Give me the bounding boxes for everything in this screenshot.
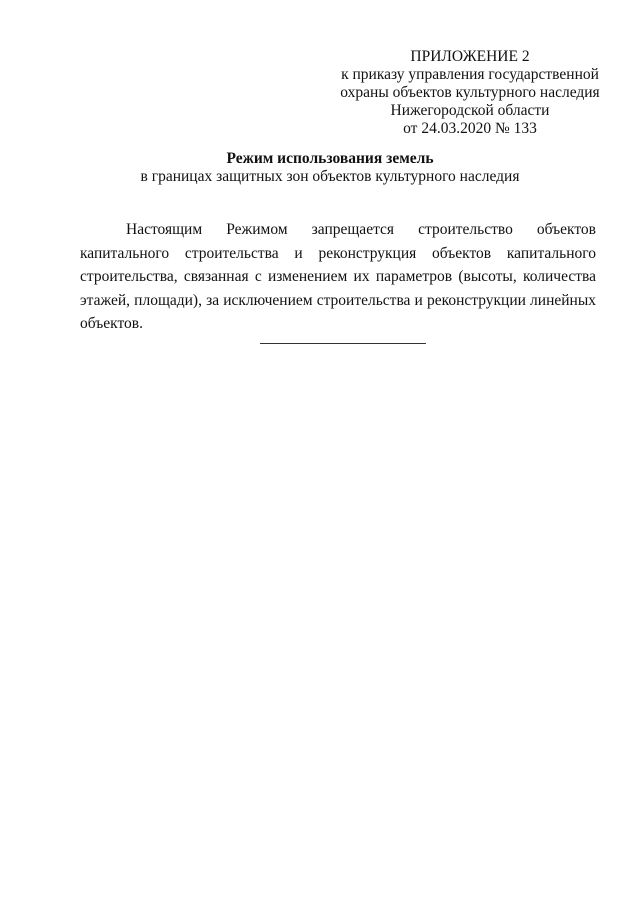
attachment-order-line: к приказу управления государственной (341, 66, 599, 83)
body-paragraph: Настоящим Режимом запрещается строительство объектов капитального строительства и реконструкция объектов капитального строительства, связанная с изменением их параметров (высоты, количества этажей, площади), за исключением строительства и реконструкции линейных объектов. (80, 221, 596, 332)
closing-divider (260, 343, 426, 344)
attachment-authority-line: охраны объектов культурного наследия (340, 84, 600, 101)
attachment-header (320, 48, 620, 138)
document-subtitle: в границах защитных зон объектов культурного наследия (140, 168, 520, 185)
document-title: Режим использования земель (226, 150, 434, 167)
attachment-date-line: от 24.03.2020 № 133 (403, 120, 537, 137)
attachment-number: ПРИЛОЖЕНИЕ 2 (410, 48, 530, 65)
attachment-region-line: Нижегородской области (390, 102, 550, 119)
document-title-block (80, 150, 580, 186)
